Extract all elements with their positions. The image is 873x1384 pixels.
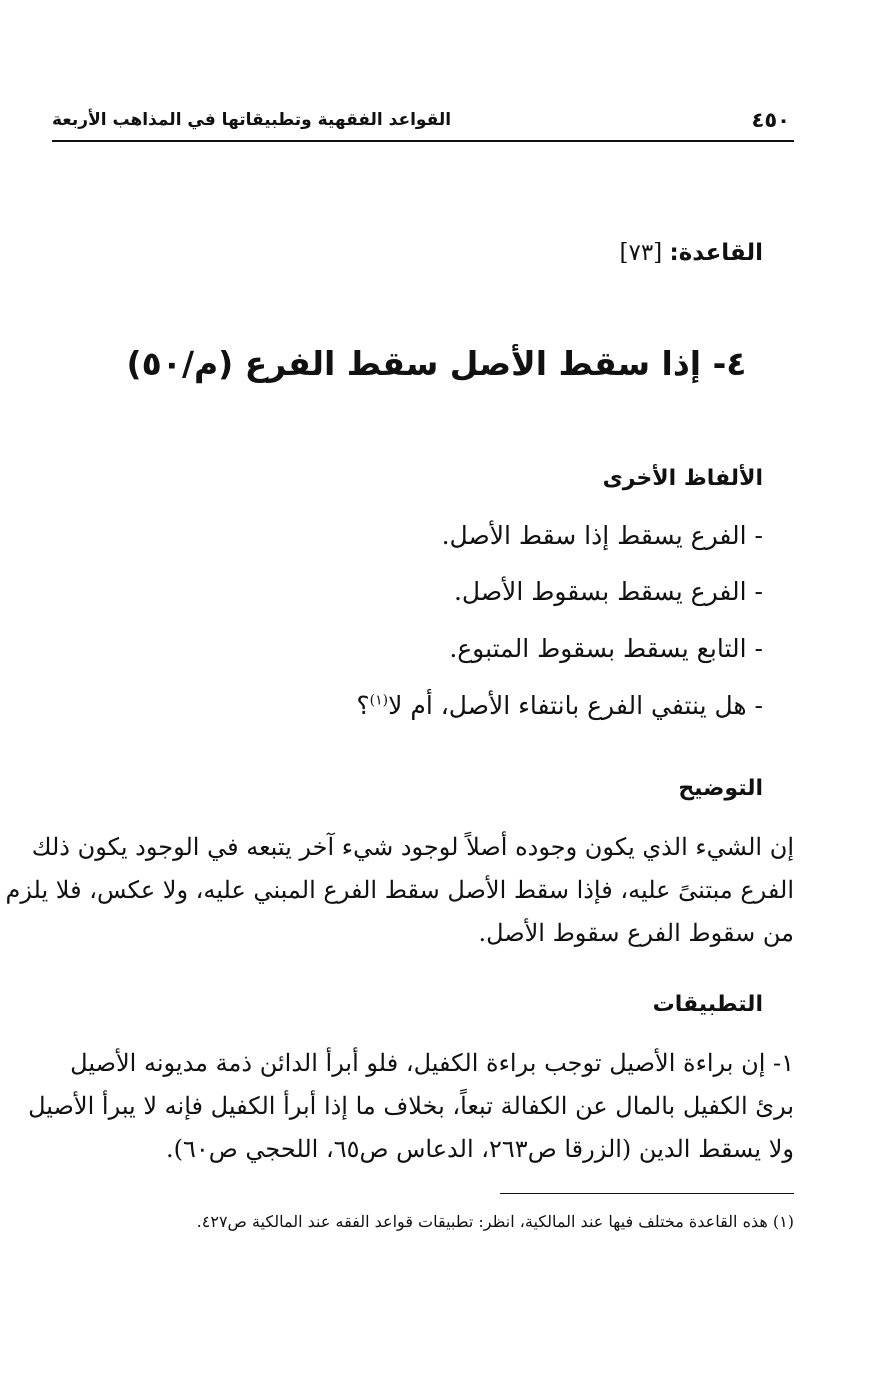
- paragraph-line: ولا يسقط الدين (الزرقا ص٢٦٣، الدعاس ص٦٥، اللحجي ص٦٠).: [165, 1135, 794, 1163]
- paragraph-line: برئ الكفيل بالمال عن الكفالة تبعاً، بخلاف ما إذا أبرأ الكفيل فإنه لا يبرأ الأصيل: [28, 1092, 794, 1120]
- paragraph-line: الفرع مبتنىً عليه، فإذا سقط الأصل سقط الفرع المبني عليه، ولا عكس، فلا يلزم: [5, 876, 794, 904]
- footnote-marker: (١): [772, 1212, 794, 1231]
- alternatives-heading: الألفاظ الأخرى: [602, 466, 763, 491]
- footnote: [197, 1212, 794, 1231]
- footnote-separator: [500, 1193, 794, 1194]
- explanation-heading: التوضيح: [678, 776, 763, 801]
- alternative-item: - الفرع يسقط إذا سقط الأصل.: [441, 521, 763, 550]
- footnote-reference: (١): [369, 692, 389, 709]
- applications-heading: التطبيقات: [652, 992, 763, 1017]
- question-mark: ؟: [356, 691, 370, 720]
- paragraph-line: من سقوط الفرع سقوط الأصل.: [478, 919, 794, 947]
- explanation-paragraph: [5, 826, 794, 955]
- paragraph-line: ١- إن براءة الأصيل توجب براءة الكفيل، فلو أبرأ الدائن ذمة مديونه الأصيل: [70, 1049, 794, 1077]
- rule-number: [٧٣]: [619, 240, 663, 266]
- paragraph-line: إن الشيء الذي يكون وجوده أصلاً لوجود شيء آخر يتبعه في الوجود يكون ذلك: [31, 833, 794, 861]
- applications-paragraph: [28, 1042, 794, 1171]
- rule-label: [620, 240, 763, 266]
- running-title: القواعد الفقهية وتطبيقاتها في المذاهب الأربعة: [52, 110, 452, 130]
- rule-title: ٤- إذا سقط الأصل سقط الفرع (م/٥٠): [126, 344, 747, 383]
- alternative-item: - الفرع يسقط بسقوط الأصل.: [453, 577, 763, 606]
- alternative-item-text: - هل ينتفي الفرع بانتفاء الأصل، أم لا: [388, 691, 763, 720]
- alternative-item: [356, 691, 763, 720]
- rule-label-text: القاعدة:: [669, 240, 763, 266]
- alternative-item: - التابع يسقط بسقوط المتبوع.: [449, 634, 763, 663]
- footnote-text: هذه القاعدة مختلف فيها عند المالكية، انظر: تطبيقات قواعد الفقه عند المالكية ص٤٢٧.: [196, 1212, 768, 1231]
- page-header: [52, 96, 794, 142]
- page-number: ٤٥٠: [751, 108, 790, 132]
